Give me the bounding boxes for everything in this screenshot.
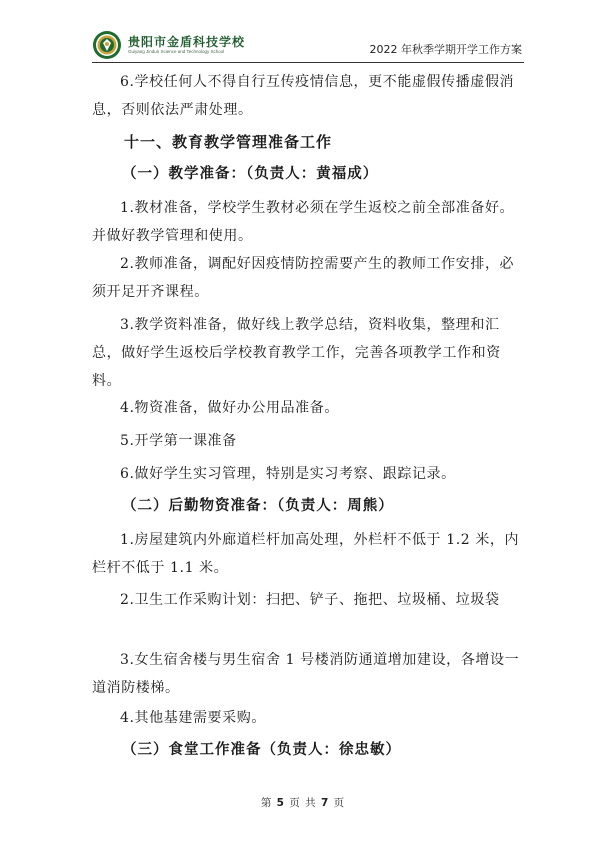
section-heading: 十一、教育教学管理准备工作 — [124, 133, 333, 151]
document-title: 2022 年秋季学期开学工作方案 — [369, 43, 522, 56]
school-name: 贵阳市金盾科技学校 — [128, 35, 246, 49]
school-name-english: Guiyang Jindun Science and Technology School — [128, 49, 225, 54]
footer-mid: 页 共 — [289, 797, 317, 809]
paragraph: 6.做好学生实习管理，特别是实习考察、跟踪记录。 — [120, 466, 456, 482]
paragraph: 2.卫生工作采购计划：扫把、铲子、拖把、垃圾桶、垃圾袋 — [120, 592, 500, 608]
paragraph: 6.学校任何人不得自行互传疫情信息，更不能虚假传播虚假消息，否则依法严肃处理。 — [92, 74, 515, 118]
paragraph: 3.教学资料准备，做好线上教学总结，资料收集，整理和汇总，做好学生返校后学校教育教学工作，完善各项教学工作和资料。 — [92, 317, 501, 389]
school-logo-icon — [92, 30, 122, 60]
page-header — [92, 28, 524, 63]
page-footer — [0, 795, 606, 810]
page-total: 7 — [321, 797, 330, 809]
paragraph: 1.房屋建筑内外廊道栏杆加高处理，外栏杆不低于 1.2 米，内栏杆不低于 1.1 米。 — [92, 532, 520, 576]
subsection-heading: （三）食堂工作准备（负责人：徐忠敏） — [122, 742, 401, 758]
paragraph: 4.物资准备，做好办公用品准备。 — [120, 400, 339, 416]
footer-prefix: 第 — [260, 797, 273, 809]
paragraph: 2.教师准备，调配好因疫情防控需要产生的教师工作安排，必须开足开齐课程。 — [92, 256, 515, 300]
subsection-heading: （二）后勤物资准备：（负责人：周熊） — [122, 498, 394, 514]
page-number: 5 — [276, 797, 285, 809]
paragraph: 1.教材准备，学校学生教材必须在学生返校之前全部准备好。并做好教学管理和使用。 — [92, 200, 515, 244]
paragraph: 4.其他基建需要采购。 — [120, 710, 266, 726]
paragraph: 3.女生宿舍楼与男生宿舍 1 号楼消防通道增加建设，各增设一道消防楼梯。 — [92, 652, 520, 696]
paragraph: 5.开学第一课准备 — [120, 433, 237, 449]
subsection-heading: （一）教学准备：（负责人：黄福成） — [122, 166, 379, 182]
footer-suffix: 页 — [333, 797, 346, 809]
